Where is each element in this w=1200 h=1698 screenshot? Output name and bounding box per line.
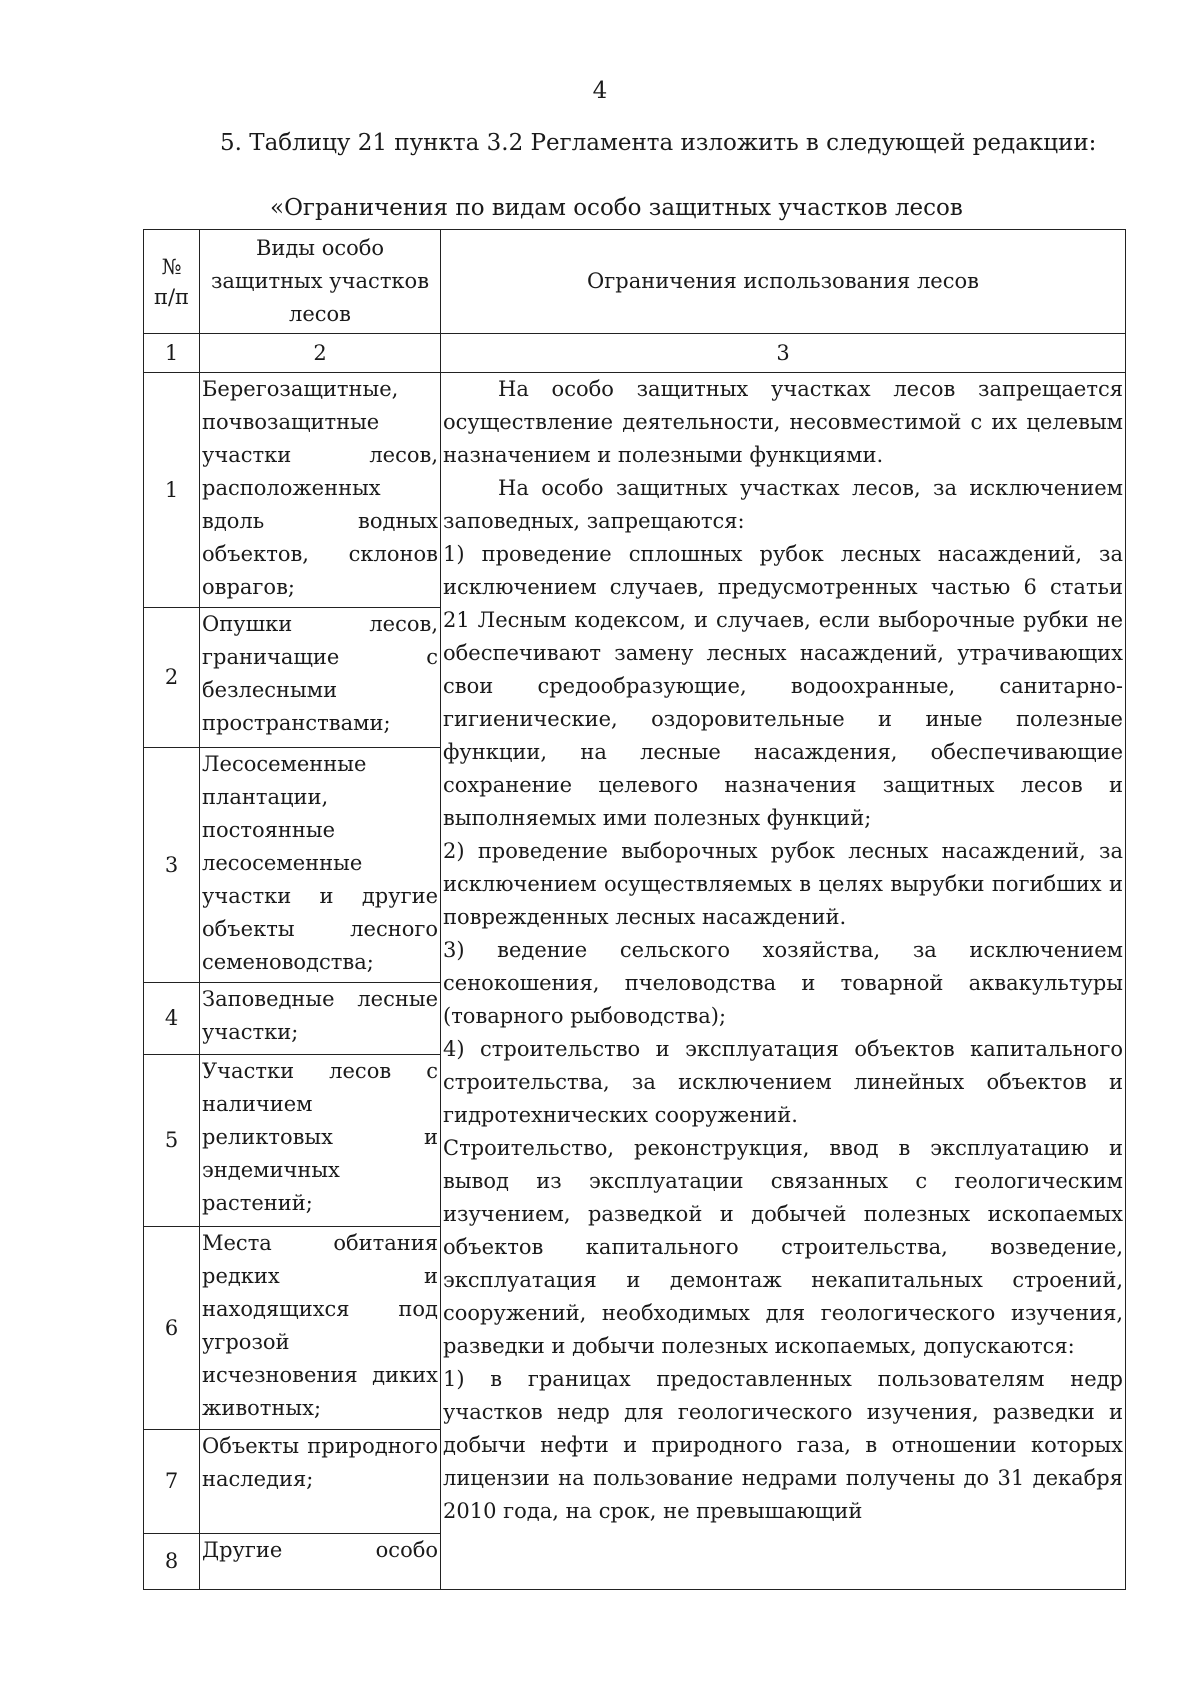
row-kind: Опушки лесов, граничащие с безлесными пространствами; — [200, 608, 441, 748]
table-row — [144, 373, 1126, 608]
table-title: «Ограничения по видам особо защитных участков лесов — [270, 195, 963, 221]
intro-paragraph: 5. Таблицу 21 пункта 3.2 Регламента изложить в следующей редакции: — [220, 130, 1097, 156]
column-index-3: 3 — [441, 334, 1126, 373]
row-number: 1 — [144, 373, 200, 608]
restriction-paragraph: На особо защитных участках лесов запрещается осуществление деятельности, несовместимой с их целевым назначением и полезными функциями. — [443, 377, 1123, 467]
row-number: 6 — [144, 1227, 200, 1430]
row-number: 3 — [144, 748, 200, 983]
column-index-2: 2 — [200, 334, 441, 373]
column-index-row — [144, 334, 1126, 373]
restrictions-table — [143, 229, 1126, 1590]
restriction-paragraph: 3) ведение сельского хозяйства, за исключением сенокошения, пчеловодства и товарной аквакультуры (товарного рыбоводства); — [443, 938, 1123, 1028]
row-number: 4 — [144, 983, 200, 1055]
row-kind: Объекты природного наследия; — [200, 1430, 441, 1534]
row-kind: Заповедные лесные участки; — [200, 983, 441, 1055]
row-kind: Лесосеменные плантации, постоянные лесосеменные участки и другие объекты лесного семеноводства; — [200, 748, 441, 983]
row-number: 8 — [144, 1534, 200, 1590]
row-kind: Участки лесов с наличием реликтовых и эндемичных растений; — [200, 1055, 441, 1227]
restriction-paragraph: 2) проведение выборочных рубок лесных насаждений, за исключением осуществляемых в целях вырубки погибших и поврежденных лесных насаждений. — [443, 839, 1123, 929]
table-header-row — [144, 230, 1126, 334]
row-number: 5 — [144, 1055, 200, 1227]
restrictions-text — [441, 373, 1126, 1590]
restriction-paragraph: 1) проведение сплошных рубок лесных насаждений, за исключением случаев, предусмотренных частью 6 статьи 21 Лесным кодексом, и случаев, если выборочные рубки не обеспечивают замену лесных насаждений, утрачивающих свои средообразующие, водоохранные, санитарно-гигиенические, оздоровительные и иные полезные функции, на лесные насаждения, обеспечивающие сохранение целевого назначения защитных лесов и выполняемых ими полезных функций; — [443, 542, 1123, 830]
restriction-paragraph: На особо защитных участках лесов, за исключением заповедных, запрещаются: — [443, 476, 1123, 533]
page-number: 4 — [592, 78, 608, 104]
header-num: № п/п — [144, 230, 200, 334]
row-kind: Места обитания редких и находящихся под угрозой исчезновения диких животных; — [200, 1227, 441, 1430]
header-kinds: Виды особо защитных участков лесов — [200, 230, 441, 334]
row-kind: Другие особо — [200, 1534, 441, 1590]
restriction-paragraph: 1) в границах предоставленных пользователям недр участков недр для геологического изучения, разведки и добычи нефти и природного газа, в отношении которых лицензии на пользование недрами получены до 31 декабря 2010 года, на срок, не превышающий — [443, 1367, 1123, 1523]
row-number: 7 — [144, 1430, 200, 1534]
restriction-paragraph: 4) строительство и эксплуатация объектов капитального строительства, за исключением линейных объектов и гидротехнических сооружений. — [443, 1037, 1123, 1127]
header-restrictions: Ограничения использования лесов — [441, 230, 1126, 334]
row-kind: Берегозащитные, почвозащитные участки лесов, расположенных вдоль водных объектов, склонов оврагов; — [200, 373, 441, 608]
row-number: 2 — [144, 608, 200, 748]
restriction-paragraph: Строительство, реконструкция, ввод в эксплуатацию и вывод из эксплуатации связанных с геологическим изучением, разведкой и добычей полезных ископаемых объектов капитального строительства, возведение, эксплуатация и демонтаж некапитальных строений, сооружений, необходимых для геологического изучения, разведки и добычи полезных ископаемых, допускаются: — [443, 1136, 1123, 1358]
column-index-1: 1 — [144, 334, 200, 373]
